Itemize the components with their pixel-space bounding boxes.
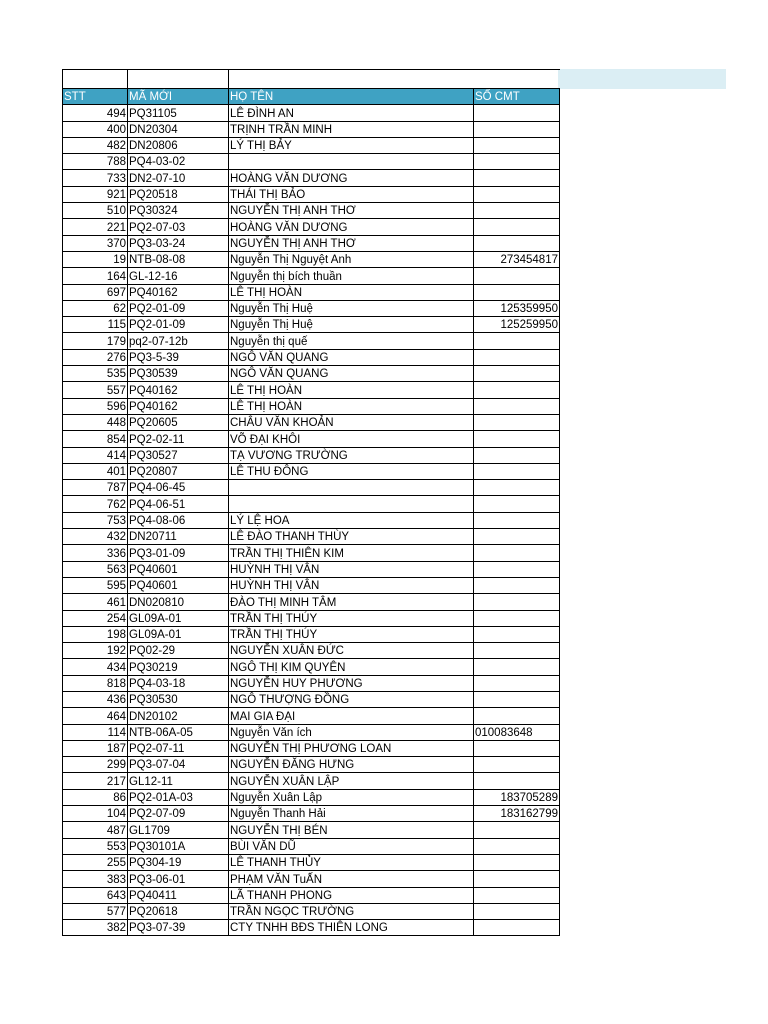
cell-ma-moi[interactable]: PQ3-06-01 [128,871,229,887]
cell-ho-ten[interactable]: LÊ ĐÌNH AN [229,105,474,121]
cell-ma-moi[interactable]: PQ30324 [128,203,229,219]
cell-so-cmt[interactable]: 273454817 [474,251,560,267]
table-row [63,398,560,414]
cell-stt[interactable]: 643 [63,887,128,903]
table-row [63,251,560,267]
cell-stt[interactable]: 383 [63,871,128,887]
cell-ma-moi[interactable]: PQ4-08-06 [128,512,229,528]
cell-ma-moi[interactable]: PQ40162 [128,398,229,414]
cell-ma-moi[interactable]: PQ20605 [128,414,229,430]
cell-so-cmt[interactable] [474,659,560,675]
table-row [63,708,560,724]
cell-so-cmt[interactable] [474,626,560,642]
table-row [63,529,560,545]
cell-stt[interactable]: 487 [63,822,128,838]
cell-so-cmt[interactable] [474,268,560,284]
table-row [63,317,560,333]
cell-ma-moi[interactable]: PQ40601 [128,561,229,577]
cell-so-cmt[interactable] [474,561,560,577]
cell-so-cmt[interactable] [474,186,560,202]
cell-stt[interactable]: 255 [63,854,128,870]
table-row [63,789,560,805]
cell-ho-ten[interactable]: Nguyễn Thị Huệ [229,300,474,316]
header-so-cmt[interactable]: SỐ CMT [474,89,560,105]
blank-cell[interactable] [229,70,560,89]
cell-stt[interactable]: 697 [63,284,128,300]
cell-ho-ten[interactable]: LÝ THỊ BẢY [229,137,474,153]
cell-ho-ten[interactable]: TRẦN THỊ THIÊN KIM [229,545,474,561]
cell-stt[interactable]: 221 [63,219,128,235]
cell-ho-ten[interactable]: PHẠM VĂN TuẤN [229,871,474,887]
table-row [63,626,560,642]
table-row [63,105,560,121]
cell-stt[interactable]: 370 [63,235,128,251]
cell-ho-ten[interactable]: MAI GIA ĐẠI [229,708,474,724]
cell-ma-moi[interactable]: PQ3-5-39 [128,349,229,365]
cell-stt[interactable]: 187 [63,740,128,756]
table-row [63,186,560,202]
cell-ho-ten[interactable]: HUỲNH THỊ VÂN [229,561,474,577]
cell-stt[interactable]: 115 [63,317,128,333]
table-row [63,480,560,496]
cell-stt[interactable]: 86 [63,789,128,805]
cell-ho-ten[interactable]: Nguyễn thị quế [229,333,474,349]
cell-stt[interactable]: 164 [63,268,128,284]
cell-ho-ten[interactable]: NGÔ THƯỢNG ĐỒNG [229,691,474,707]
table-row [63,822,560,838]
cell-so-cmt[interactable] [474,398,560,414]
cell-ho-ten[interactable]: LÝ LỆ HOA [229,512,474,528]
cell-so-cmt[interactable] [474,121,560,137]
cell-stt[interactable]: 563 [63,561,128,577]
spreadsheet [62,69,560,936]
cell-ho-ten[interactable]: NGÔ THỊ KIM QUYÊN [229,659,474,675]
table-row [63,512,560,528]
cell-ma-moi[interactable]: PQ4-06-51 [128,496,229,512]
cell-so-cmt[interactable] [474,480,560,496]
cell-so-cmt[interactable] [474,382,560,398]
cell-so-cmt[interactable] [474,529,560,545]
cell-ho-ten[interactable]: LÃ THANH PHONG [229,887,474,903]
cell-ho-ten[interactable] [229,496,474,512]
cell-ma-moi[interactable]: DN20102 [128,708,229,724]
cell-stt[interactable]: 733 [63,170,128,186]
cell-stt[interactable]: 596 [63,398,128,414]
table-row [63,154,560,170]
table-row [63,903,560,919]
cell-ma-moi[interactable]: GL-12-16 [128,268,229,284]
header-band-highlight [558,69,726,89]
cell-ho-ten[interactable]: LÊ THỊ HOÀN [229,398,474,414]
cell-ho-ten[interactable]: NGUYỄN XUÂN LẬP [229,773,474,789]
cell-stt[interactable]: 179 [63,333,128,349]
cell-ho-ten[interactable]: TRẦN THỊ THÚY [229,626,474,642]
cell-ma-moi[interactable]: DN20806 [128,137,229,153]
cell-stt[interactable]: 19 [63,251,128,267]
table-row [63,659,560,675]
cell-stt[interactable]: 482 [63,137,128,153]
cell-ho-ten[interactable]: NGUYỄN THỊ ANH THƠ [229,235,474,251]
cell-stt[interactable]: 432 [63,529,128,545]
blank-row [63,70,560,89]
cell-stt[interactable]: 382 [63,920,128,936]
cell-stt[interactable]: 436 [63,691,128,707]
cell-so-cmt[interactable] [474,235,560,251]
header-row [63,89,560,105]
cell-so-cmt[interactable] [474,871,560,887]
cell-ma-moi[interactable]: PQ2-02-11 [128,431,229,447]
cell-stt[interactable]: 818 [63,675,128,691]
table-row [63,920,560,936]
cell-stt[interactable]: 921 [63,186,128,202]
cell-stt[interactable]: 510 [63,203,128,219]
cell-ho-ten[interactable]: TẠ VƯƠNG TRƯỜNG [229,447,474,463]
cell-ma-moi[interactable]: PQ4-03-18 [128,675,229,691]
table-row [63,463,560,479]
table-row [63,545,560,561]
cell-ma-moi[interactable]: PQ02-29 [128,643,229,659]
cell-ho-ten[interactable]: NGÔ VĂN QUANG [229,349,474,365]
table-row [63,447,560,463]
cell-stt[interactable]: 535 [63,366,128,382]
cell-stt[interactable]: 448 [63,414,128,430]
cell-ho-ten[interactable]: ĐÀO THỊ MINH TÂM [229,594,474,610]
table-row [63,806,560,822]
cell-so-cmt[interactable] [474,431,560,447]
table-row [63,137,560,153]
cell-ma-moi[interactable]: PQ3-01-09 [128,545,229,561]
table-row [63,838,560,854]
cell-so-cmt[interactable] [474,447,560,463]
cell-ho-ten[interactable]: Nguyễn thị bích thuần [229,268,474,284]
cell-stt[interactable]: 114 [63,724,128,740]
cell-ho-ten[interactable]: HUỲNH THỊ VÂN [229,577,474,593]
cell-ma-moi[interactable]: GL09A-01 [128,610,229,626]
cell-ho-ten[interactable]: Nguyễn Thị Nguyệt Anh [229,251,474,267]
cell-ho-ten[interactable]: LÊ THU ĐÔNG [229,463,474,479]
cell-ma-moi[interactable]: PQ30530 [128,691,229,707]
cell-ho-ten[interactable]: LÊ ĐÀO THANH THÙY [229,529,474,545]
cell-ho-ten[interactable]: CHÂU VĂN KHOẢN [229,414,474,430]
cell-ma-moi[interactable]: PQ20518 [128,186,229,202]
cell-stt[interactable]: 254 [63,610,128,626]
cell-ma-moi[interactable]: PQ3-07-04 [128,757,229,773]
cell-so-cmt[interactable]: 125359950 [474,300,560,316]
cell-ho-ten[interactable]: NGUYỄN ĐĂNG HƯNG [229,757,474,773]
cell-so-cmt[interactable] [474,594,560,610]
table-row [63,740,560,756]
cell-so-cmt[interactable]: 125259950 [474,317,560,333]
table-row [63,300,560,316]
cell-ho-ten[interactable]: VÕ ĐẠI KHÔI [229,431,474,447]
cell-so-cmt[interactable] [474,740,560,756]
cell-so-cmt[interactable] [474,545,560,561]
table-row [63,431,560,447]
cell-so-cmt[interactable] [474,366,560,382]
cell-stt[interactable]: 557 [63,382,128,398]
cell-ho-ten[interactable]: LÊ THỊ HOÀN [229,382,474,398]
cell-so-cmt[interactable] [474,219,560,235]
header-ma-moi[interactable]: MÃ MỚI [128,89,229,105]
cell-ma-moi[interactable]: DN20304 [128,121,229,137]
table-row [63,724,560,740]
table-row [63,382,560,398]
cell-so-cmt[interactable] [474,512,560,528]
blank-cell[interactable] [63,70,128,89]
table-row [63,333,560,349]
cell-stt[interactable]: 753 [63,512,128,528]
cell-so-cmt[interactable] [474,333,560,349]
table-row [63,643,560,659]
cell-ho-ten[interactable]: TRỊNH TRẦN MINH [229,121,474,137]
cell-so-cmt[interactable] [474,349,560,365]
cell-ma-moi[interactable]: PQ2-07-03 [128,219,229,235]
cell-ma-moi[interactable]: PQ2-07-09 [128,806,229,822]
cell-ma-moi[interactable]: PQ30527 [128,447,229,463]
cell-so-cmt[interactable] [474,463,560,479]
table-row [63,284,560,300]
cell-stt[interactable]: 401 [63,463,128,479]
cell-ma-moi[interactable]: PQ30101A [128,838,229,854]
cell-stt[interactable]: 595 [63,577,128,593]
cell-ma-moi[interactable]: pq2-07-12b [128,333,229,349]
table-row [63,219,560,235]
cell-so-cmt[interactable] [474,154,560,170]
cell-ho-ten[interactable]: NGUYỄN XUÂN ĐỨC [229,643,474,659]
cell-ma-moi[interactable]: PQ30219 [128,659,229,675]
cell-ho-ten[interactable]: THÁI THỊ BẢO [229,186,474,202]
cell-ho-ten[interactable] [229,154,474,170]
cell-so-cmt[interactable] [474,903,560,919]
cell-so-cmt[interactable] [474,284,560,300]
cell-stt[interactable]: 192 [63,643,128,659]
cell-ho-ten[interactable]: NGUYỄN THỊ PHƯƠNG LOAN [229,740,474,756]
cell-ma-moi[interactable]: PQ2-07-11 [128,740,229,756]
cell-ho-ten[interactable]: TRẦN THỊ THÚY [229,610,474,626]
cell-ho-ten[interactable] [229,480,474,496]
table-row [63,871,560,887]
cell-so-cmt[interactable] [474,610,560,626]
header-ho-ten[interactable]: HỌ TÊN [229,89,474,105]
cell-stt[interactable]: 104 [63,806,128,822]
header-stt[interactable]: STT [63,89,128,105]
table-row [63,577,560,593]
cell-stt[interactable]: 400 [63,121,128,137]
cell-ho-ten[interactable]: TRẦN NGỌC TRƯỜNG [229,903,474,919]
cell-so-cmt[interactable] [474,691,560,707]
cell-ma-moi[interactable]: DN2-07-10 [128,170,229,186]
cell-ma-moi[interactable]: PQ40162 [128,382,229,398]
cell-so-cmt[interactable] [474,757,560,773]
cell-ho-ten[interactable]: NGUYỄN THỊ ANH THƠ [229,203,474,219]
cell-stt[interactable]: 217 [63,773,128,789]
cell-so-cmt[interactable] [474,643,560,659]
cell-stt[interactable]: 461 [63,594,128,610]
cell-stt[interactable]: 494 [63,105,128,121]
cell-stt[interactable]: 299 [63,757,128,773]
cell-so-cmt[interactable] [474,203,560,219]
cell-stt[interactable]: 762 [63,496,128,512]
table-row [63,610,560,626]
table-row [63,561,560,577]
cell-so-cmt[interactable] [474,675,560,691]
cell-so-cmt[interactable] [474,854,560,870]
cell-ho-ten[interactable]: CTY TNHH BĐS THIÊN LONG [229,920,474,936]
cell-so-cmt[interactable] [474,838,560,854]
cell-so-cmt[interactable] [474,577,560,593]
cell-ho-ten[interactable]: NGÔ VĂN QUANG [229,366,474,382]
cell-ho-ten[interactable]: NGUYỄN HUY PHƯƠNG [229,675,474,691]
table-row [63,366,560,382]
cell-ho-ten[interactable]: BÙI VĂN DŨ [229,838,474,854]
cell-ma-moi[interactable]: PQ2-01-09 [128,317,229,333]
table-row [63,773,560,789]
table-row [63,594,560,610]
cell-ho-ten[interactable]: LÊ THANH THỦY [229,854,474,870]
table-row [63,414,560,430]
cell-so-cmt[interactable] [474,414,560,430]
cell-stt[interactable]: 414 [63,447,128,463]
cell-stt[interactable]: 62 [63,300,128,316]
cell-ho-ten[interactable]: LÊ THỊ HOÀN [229,284,474,300]
cell-ho-ten[interactable]: NGUYỄN THỊ BÉN [229,822,474,838]
table-row [63,854,560,870]
cell-ma-moi[interactable]: PQ3-07-39 [128,920,229,936]
cell-ma-moi[interactable]: PQ40162 [128,284,229,300]
cell-stt[interactable]: 464 [63,708,128,724]
cell-stt[interactable]: 434 [63,659,128,675]
cell-so-cmt[interactable] [474,496,560,512]
cell-so-cmt[interactable] [474,920,560,936]
table-row [63,121,560,137]
table-row [63,887,560,903]
cell-ho-ten[interactable]: HOÀNG VĂN DƯƠNG [229,219,474,235]
cell-ma-moi[interactable]: PQ304-19 [128,854,229,870]
cell-ma-moi[interactable]: PQ2-01-09 [128,300,229,316]
cell-ho-ten[interactable]: HOÀNG VĂN DƯƠNG [229,170,474,186]
table-row [63,757,560,773]
table-row [63,349,560,365]
table-row [63,203,560,219]
cell-ma-moi[interactable]: PQ40601 [128,577,229,593]
cell-stt[interactable]: 577 [63,903,128,919]
cell-ma-moi[interactable]: PQ20618 [128,903,229,919]
cell-so-cmt[interactable] [474,105,560,121]
cell-stt[interactable]: 788 [63,154,128,170]
cell-ho-ten[interactable]: Nguyễn Thanh Hải [229,806,474,822]
cell-ho-ten[interactable]: Nguyễn Xuân Lập [229,789,474,805]
cell-so-cmt[interactable] [474,887,560,903]
cell-ma-moi[interactable]: DN20711 [128,529,229,545]
cell-ma-moi[interactable]: GL1709 [128,822,229,838]
cell-stt[interactable]: 553 [63,838,128,854]
cell-so-cmt[interactable]: 183705289 [474,789,560,805]
cell-so-cmt[interactable] [474,170,560,186]
cell-ma-moi[interactable]: PQ3-03-24 [128,235,229,251]
cell-so-cmt[interactable] [474,137,560,153]
cell-ma-moi[interactable]: PQ20807 [128,463,229,479]
table-row [63,691,560,707]
cell-stt[interactable]: 276 [63,349,128,365]
cell-ho-ten[interactable]: Nguyễn Thị Huệ [229,317,474,333]
cell-ma-moi[interactable]: PQ40411 [128,887,229,903]
blank-cell[interactable] [128,70,229,89]
cell-so-cmt[interactable]: 010083648 [474,724,560,740]
cell-stt[interactable]: 198 [63,626,128,642]
cell-ma-moi[interactable]: PQ4-06-45 [128,480,229,496]
cell-ma-moi[interactable]: PQ2-01A-03 [128,789,229,805]
cell-so-cmt[interactable] [474,708,560,724]
cell-ma-moi[interactable]: DN020810 [128,594,229,610]
cell-ma-moi[interactable]: GL12-11 [128,773,229,789]
cell-so-cmt[interactable] [474,773,560,789]
cell-so-cmt[interactable]: 183162799 [474,806,560,822]
table-row [63,170,560,186]
cell-ho-ten[interactable]: Nguyễn Văn ích [229,724,474,740]
cell-ma-moi[interactable]: NTB-06A-05 [128,724,229,740]
cell-ma-moi[interactable]: PQ30539 [128,366,229,382]
table-row [63,235,560,251]
table-row [63,675,560,691]
cell-stt[interactable]: 336 [63,545,128,561]
cell-ma-moi[interactable]: PQ31105 [128,105,229,121]
cell-ma-moi[interactable]: GL09A-01 [128,626,229,642]
cell-so-cmt[interactable] [474,822,560,838]
cell-ma-moi[interactable]: NTB-08-08 [128,251,229,267]
cell-ma-moi[interactable]: PQ4-03-02 [128,154,229,170]
data-table [62,69,560,936]
cell-stt[interactable]: 854 [63,431,128,447]
table-row [63,268,560,284]
cell-stt[interactable]: 787 [63,480,128,496]
table-row [63,496,560,512]
